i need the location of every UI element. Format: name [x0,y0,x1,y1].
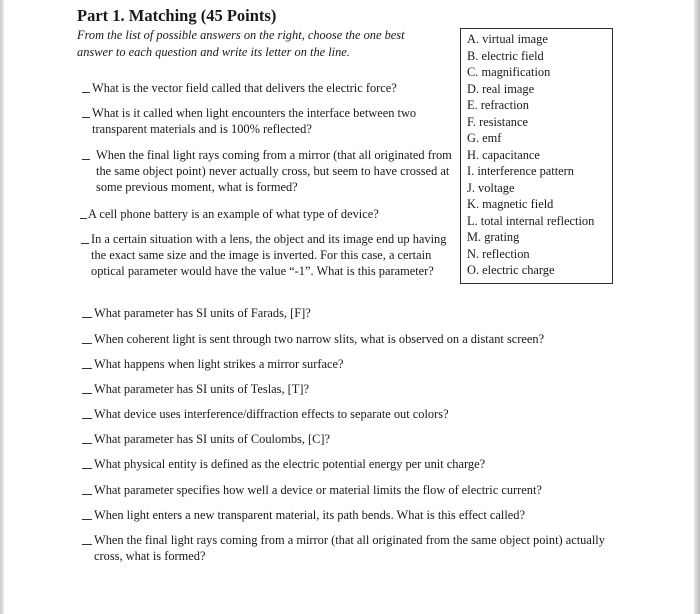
answer-choice: F. resistance [467,114,528,129]
section-title: Part 1. Matching (45 Points) [77,6,277,25]
instructions-text: From the list of possible answers on the right, choose the one best answer to each question and write its letter on the line. [77,28,405,59]
question-item [94,331,654,347]
answer-blank[interactable] [82,468,92,469]
question-text: When the final light rays coming from a mirror (that all originated from the same object point) actually cross, what is formed? [94,533,605,564]
answer-choice: I. interference pattern [467,164,574,178]
answer-blank[interactable] [82,494,92,495]
question-text: What parameter has SI units of Farads, [F]? [94,306,311,320]
answer-choices-box [460,28,613,284]
question-item [94,482,654,498]
question-item [92,80,452,96]
answer-choice: L. total internal reflection [467,213,595,228]
question-item [94,431,654,447]
question-item [94,406,654,422]
answer-choice: B. electric field [467,48,544,63]
question-text: What happens when light strikes a mirror surface? [94,357,344,371]
answer-blank[interactable] [82,159,90,160]
answer-choice: A. virtual image [467,32,548,46]
question-text: What device uses interference/diffraction effects to separate out colors? [94,407,449,421]
answer-blank[interactable] [82,443,92,444]
answer-blank[interactable] [81,243,89,244]
question-item [94,532,606,564]
answer-choice: K. magnetic field [467,197,554,211]
answer-choice: M. grating [467,230,520,244]
question-text: What is it called when light encounters the interface between two transparent materials and is 100% reflected? [92,106,417,137]
answer-choice: J. voltage [467,180,515,195]
question-item [94,356,654,372]
question-text: When the final light rays coming from a mirror (that all originated from the same object point) never actually cross, but seem to have crossed at some previous moment, what is formed? [96,148,452,195]
answer-choice: D. real image [467,81,535,96]
answer-blank[interactable] [82,317,92,318]
answer-blank[interactable] [82,418,92,419]
answer-blank[interactable] [82,117,90,118]
answer-blank[interactable] [82,92,90,93]
question-text: When light enters a new transparent material, its path bends. What is this effect called? [94,508,525,522]
question-item [91,231,453,280]
answer-blank[interactable] [82,393,92,394]
question-item [94,381,654,397]
answer-choice: G. emf [467,131,502,145]
question-item [96,147,452,196]
question-item [94,456,654,472]
question-text: What parameter has SI units of Coulombs, [C]? [94,432,331,446]
question-item [94,507,654,523]
answer-choice: C. magnification [467,65,551,79]
answer-choice: O. electric charge [467,263,555,277]
question-item [94,305,654,321]
question-text: What is the vector field called that delivers the electric force? [92,81,397,95]
answer-choice: E. refraction [467,98,529,112]
question-item [88,206,448,222]
question-text: A cell phone battery is an example of what type of device? [88,207,379,221]
question-item [92,105,450,137]
question-text: What parameter has SI units of Teslas, [T]? [94,382,309,396]
question-text: What parameter specifies how well a device or material limits the flow of electric current? [94,483,542,497]
answer-blank[interactable] [82,368,92,369]
question-text: What physical entity is defined as the electric potential energy per unit charge? [94,457,486,471]
answer-choice: N. reflection [467,246,530,261]
question-text: In a certain situation with a lens, the object and its image end up having the exact same size and the image is inverted. For this case, a certain optical parameter would have the value “-1”. What is this parameter? [91,232,447,279]
answer-blank[interactable] [82,519,92,520]
answer-blank[interactable] [80,218,87,219]
answer-blank[interactable] [82,343,92,344]
answer-choice: H. capacitance [467,147,540,162]
answer-blank[interactable] [82,544,92,545]
question-text: When coherent light is sent through two narrow slits, what is observed on a distant screen? [94,332,545,346]
